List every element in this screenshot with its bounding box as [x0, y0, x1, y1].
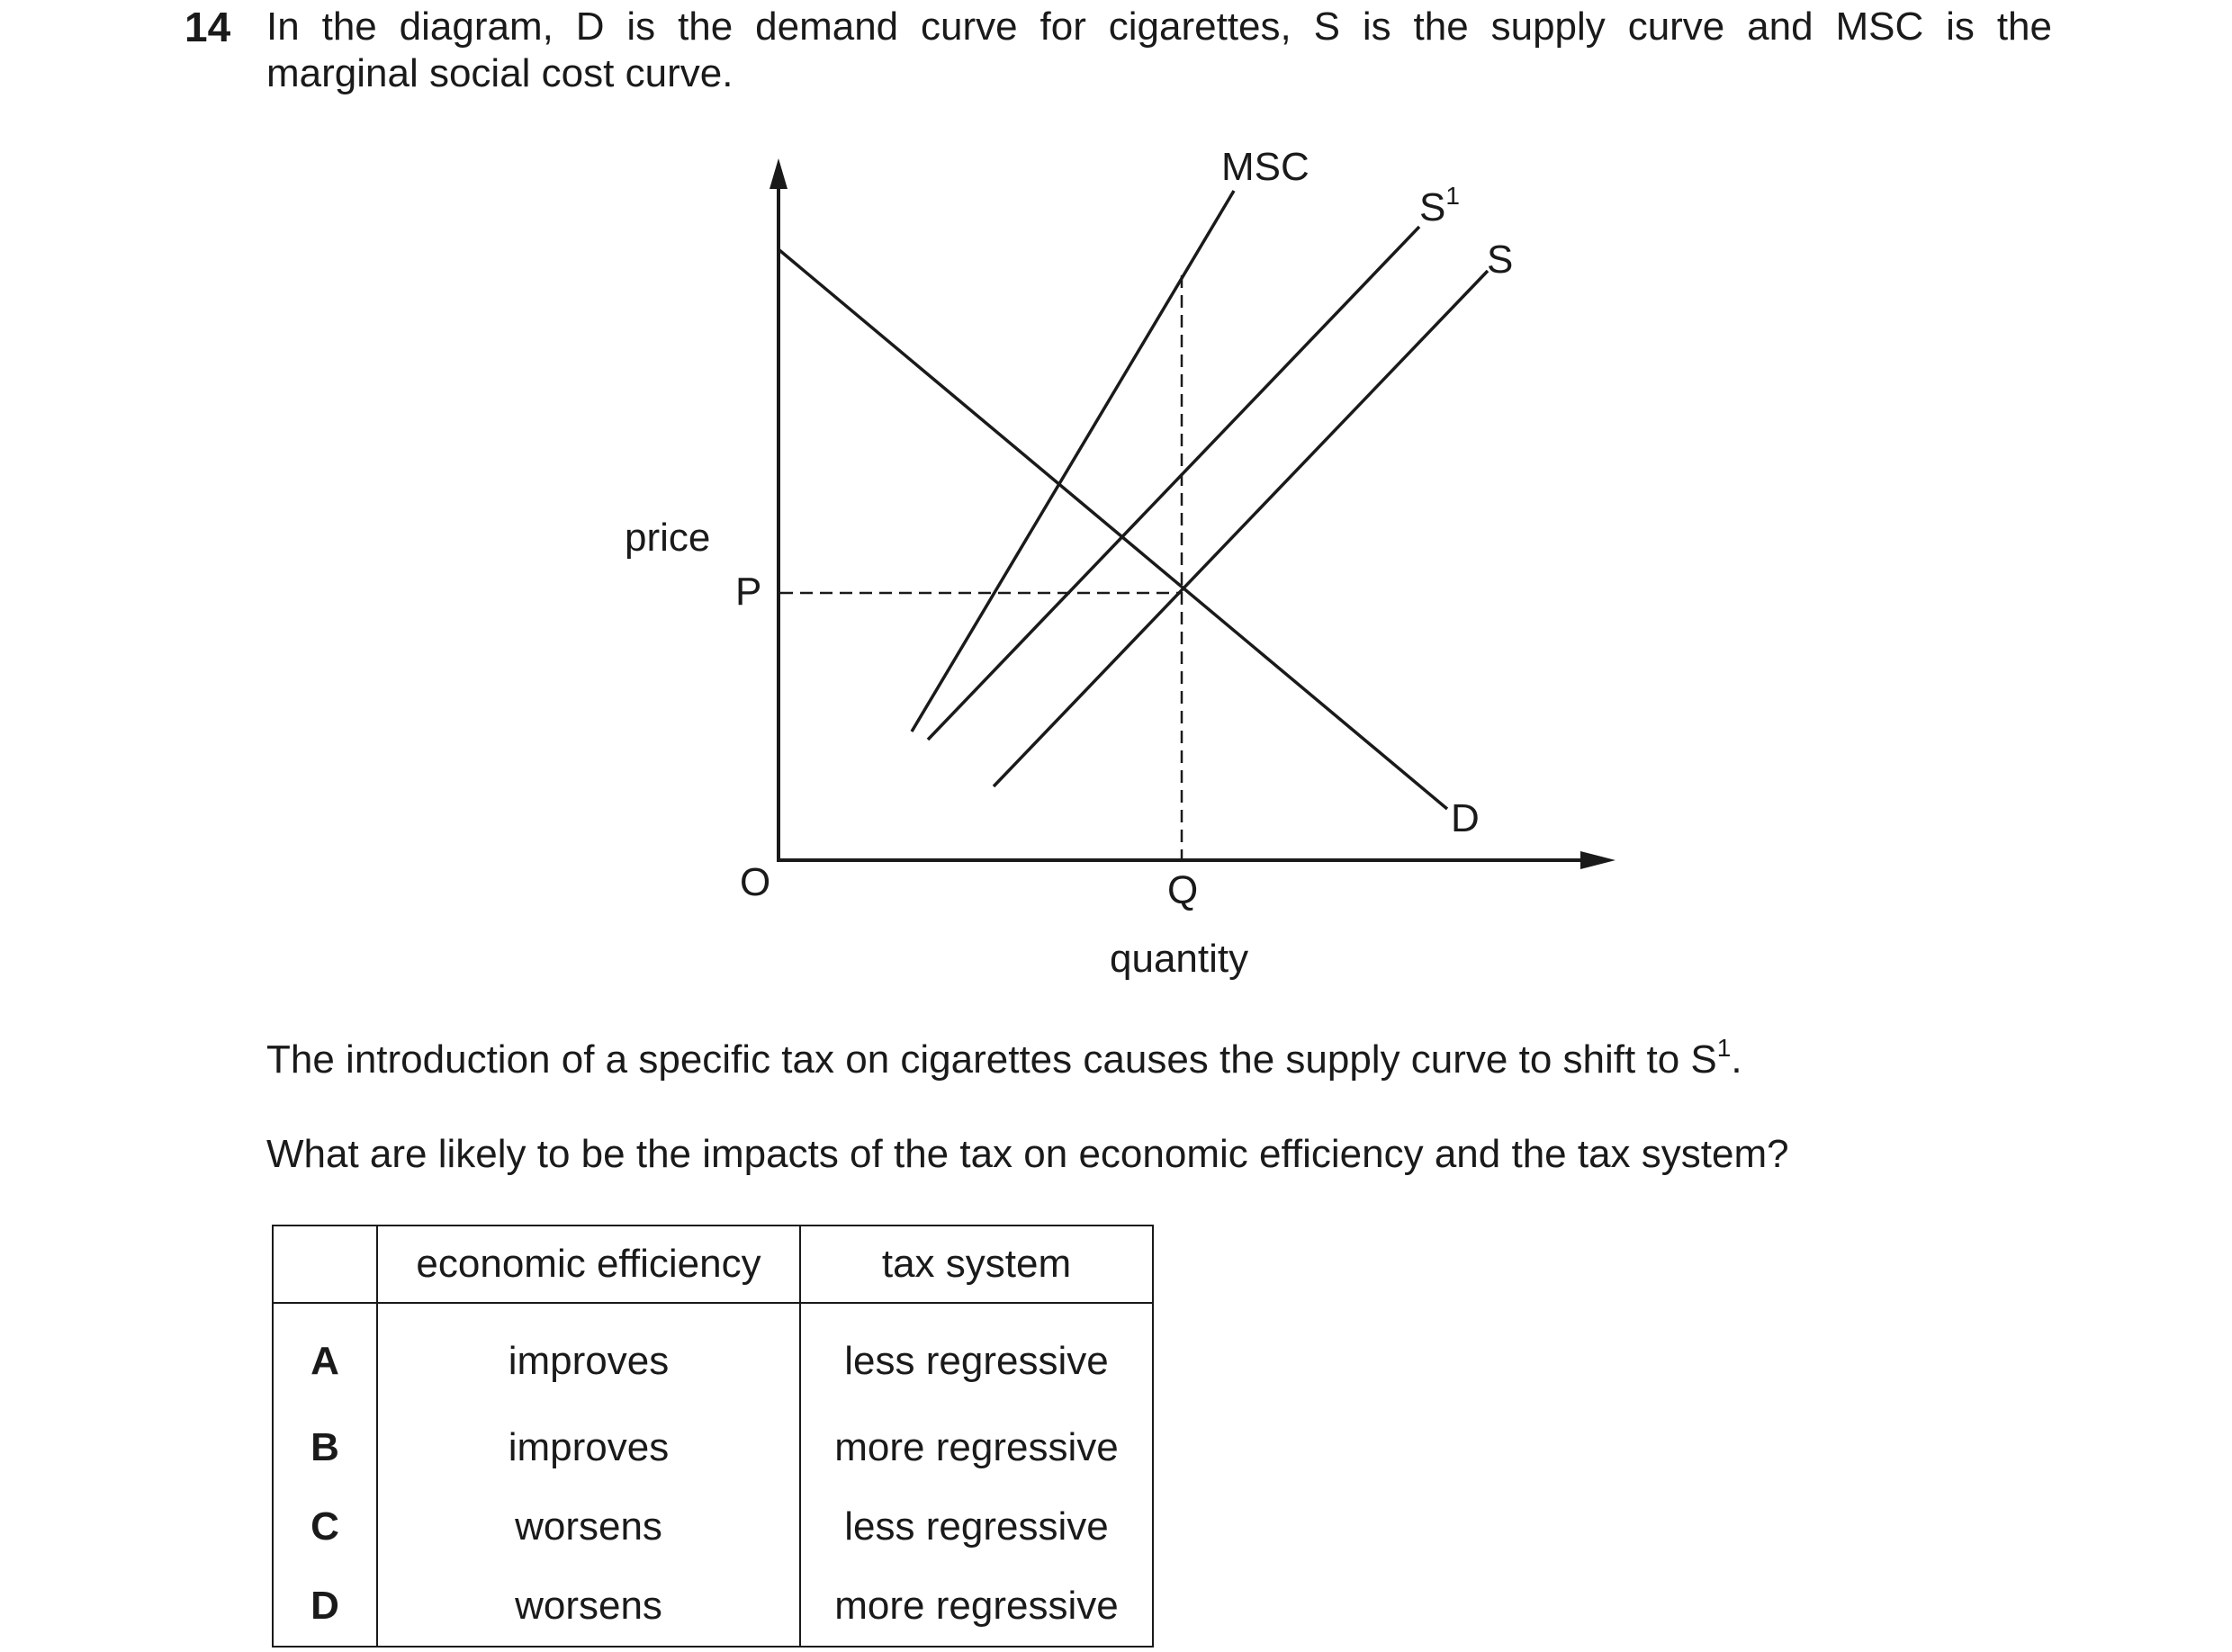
option-tax: less regressive [800, 1303, 1153, 1408]
table-header-tax: tax system [800, 1226, 1153, 1303]
x-axis-label: quantity [1110, 937, 1249, 981]
option-efficiency: worsens [377, 1567, 800, 1647]
option-row-d[interactable] [273, 1567, 1153, 1647]
tax-shift-text: The introduction of a specific tax on cigarettes causes the supply curve to shift to S [266, 1037, 1717, 1082]
origin-label: O [740, 860, 771, 904]
question-intro-line1: In the diagram, D is the demand curve for cigarettes, S is the supply curve and MSC is the [266, 4, 2052, 49]
demand-curve [779, 250, 1447, 809]
table-header-blank [273, 1226, 377, 1303]
msc-curve [912, 191, 1234, 732]
y-axis-label: price [625, 516, 711, 560]
quantity-axis-arrowhead [1580, 851, 1616, 869]
question-prompt: What are likely to be the impacts of the tax on economic efficiency and the tax system? [266, 1132, 1789, 1176]
option-row-b[interactable] [273, 1408, 1153, 1487]
tax-shift-end: . [1731, 1037, 1742, 1082]
option-tax: less regressive [800, 1487, 1153, 1567]
price-p-label: P [735, 570, 762, 614]
s1-label-superscript: 1 [1445, 182, 1460, 210]
option-row-c[interactable] [273, 1487, 1153, 1567]
msc-label: MSC [1221, 145, 1310, 189]
option-efficiency: improves [377, 1303, 800, 1408]
option-letter: B [273, 1408, 377, 1487]
s-label: S [1487, 238, 1514, 282]
question-number: 14 [184, 4, 231, 50]
tax-shift-superscript: 1 [1716, 1034, 1732, 1062]
s1-curve [928, 227, 1419, 740]
d-label: D [1451, 796, 1480, 840]
option-letter: A [273, 1303, 377, 1408]
option-tax: more regressive [800, 1408, 1153, 1487]
table-header-efficiency: economic efficiency [377, 1226, 800, 1303]
tax-shift-statement [266, 1034, 1742, 1083]
option-tax: more regressive [800, 1567, 1153, 1647]
s-curve [994, 271, 1488, 786]
s1-label [1419, 182, 1460, 229]
question-intro-line2: marginal social cost curve. [266, 51, 734, 95]
price-axis-arrowhead [770, 158, 788, 189]
option-row-a[interactable] [273, 1303, 1153, 1408]
table-header-row [273, 1226, 1153, 1303]
option-letter: C [273, 1487, 377, 1567]
option-efficiency: worsens [377, 1487, 800, 1567]
s1-label-letter: S [1419, 185, 1446, 229]
option-efficiency: improves [377, 1408, 800, 1487]
option-letter: D [273, 1567, 377, 1647]
quantity-q-label: Q [1167, 868, 1199, 912]
answer-options-table [272, 1225, 1154, 1648]
